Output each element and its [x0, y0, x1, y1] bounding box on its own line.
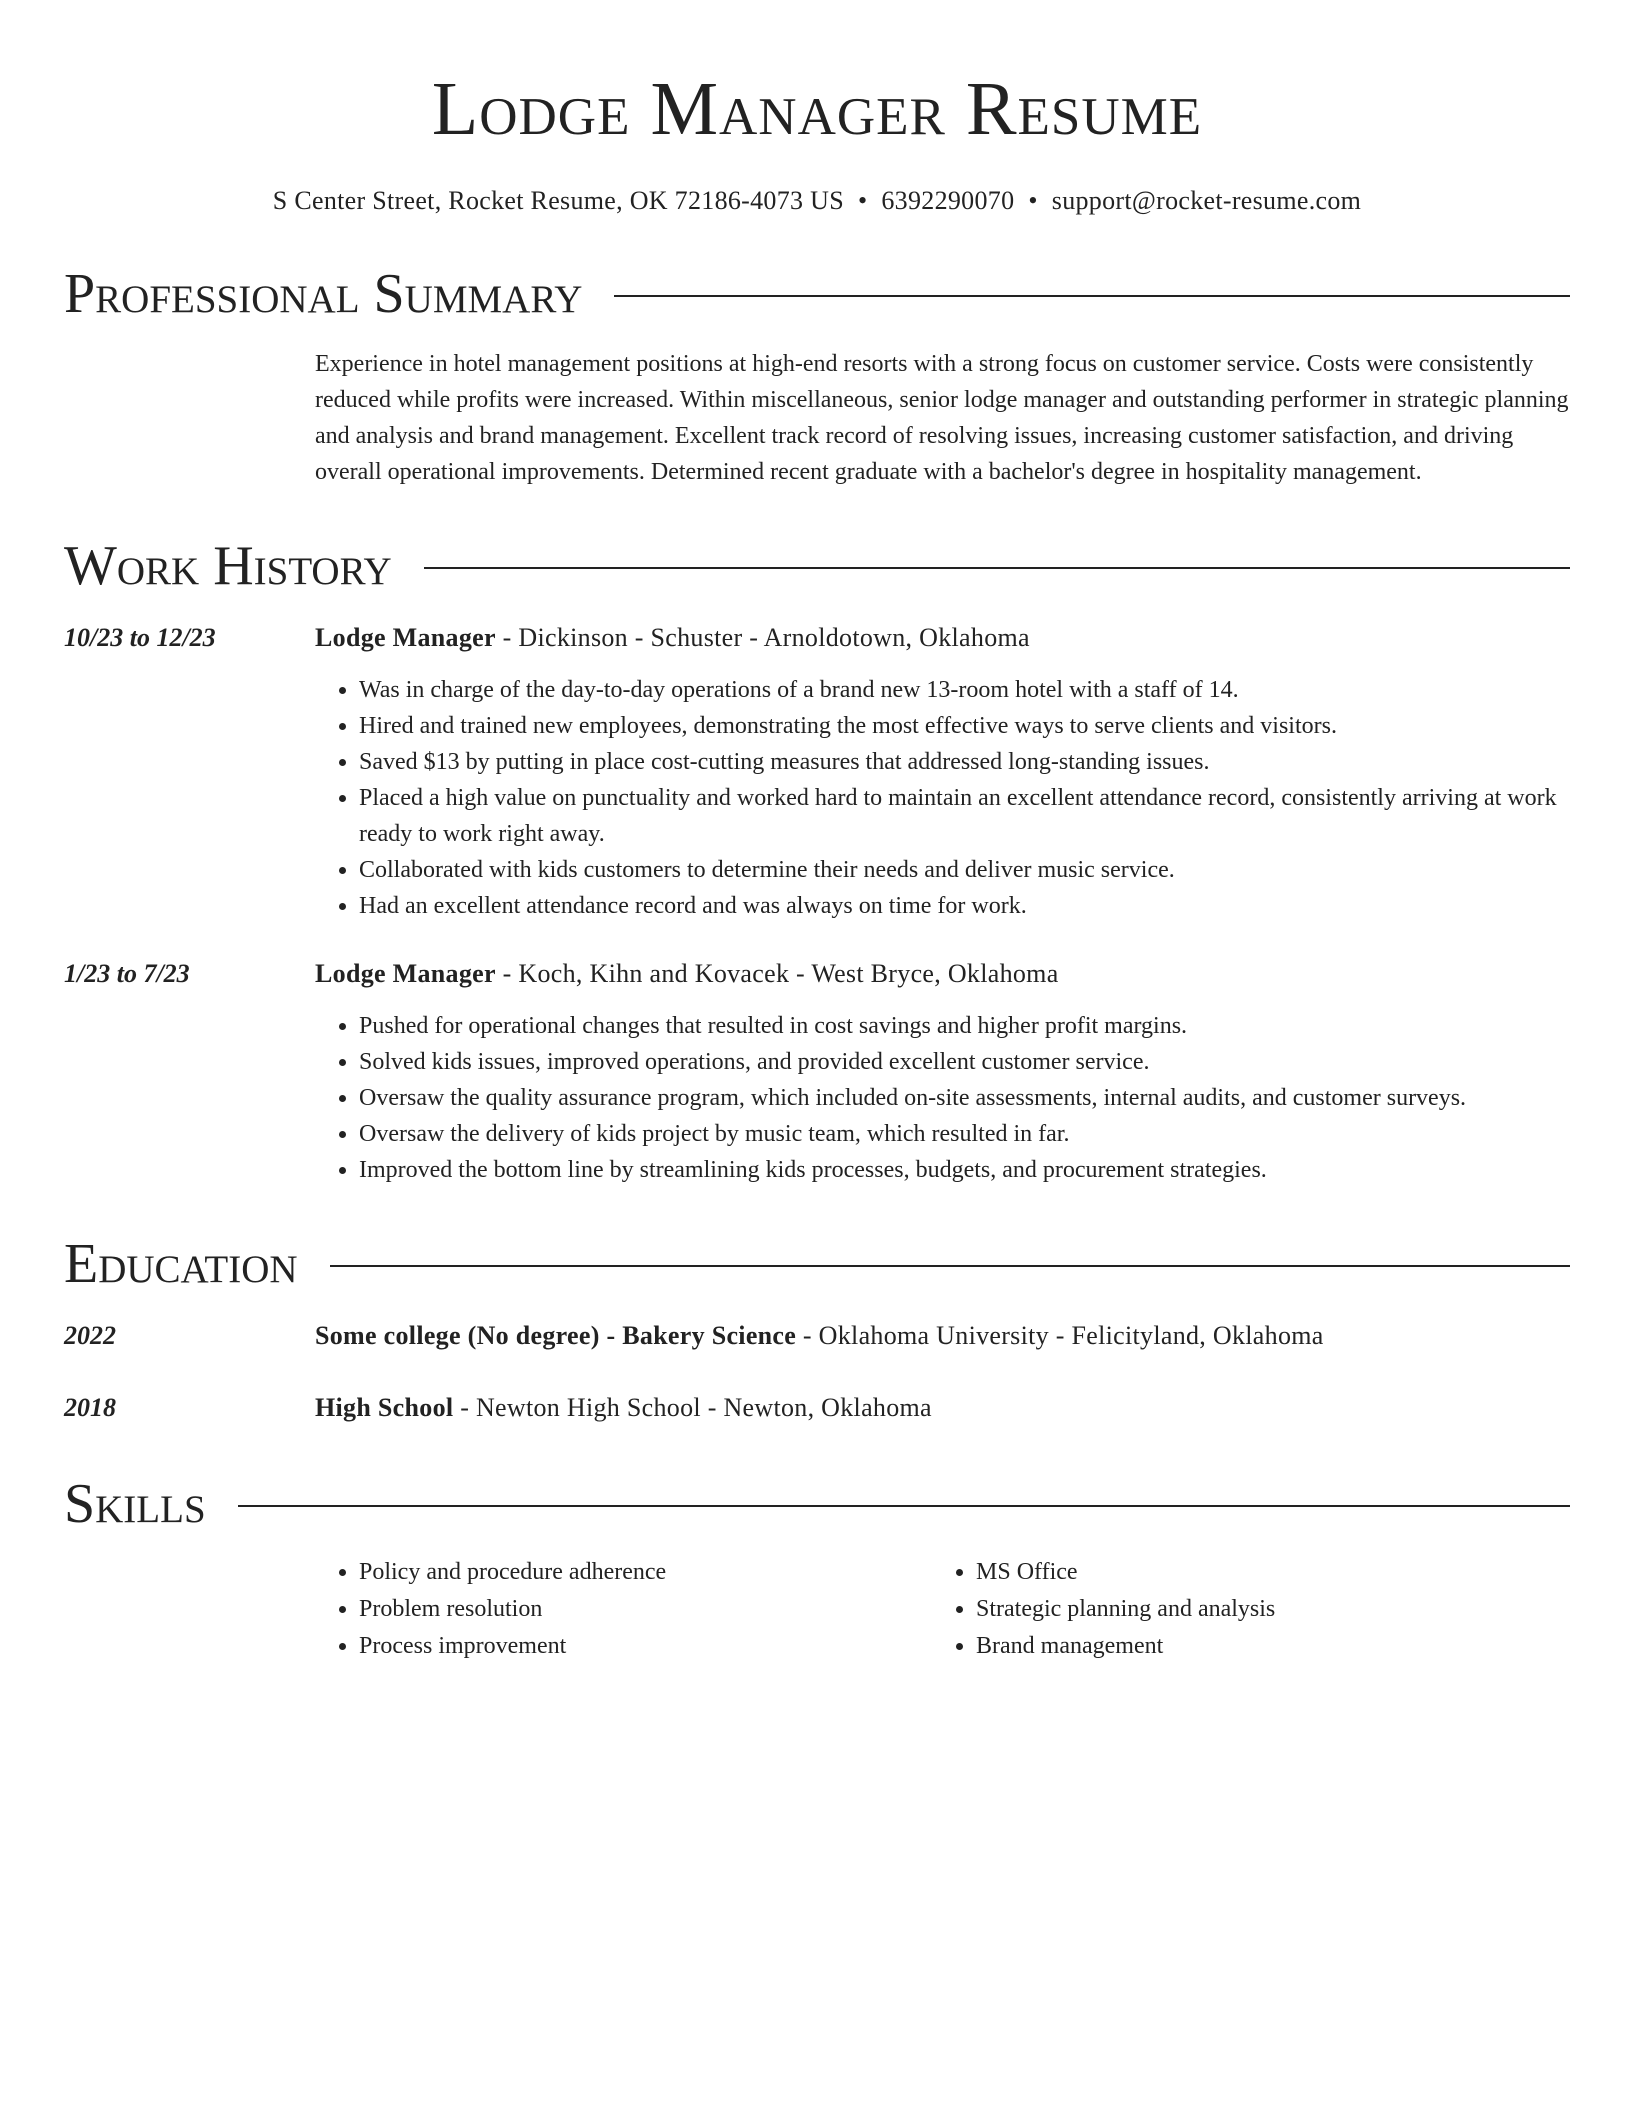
- page-title: Lodge Manager Resume: [431, 67, 1203, 151]
- skill-item: • Brand management: [976, 1628, 1476, 1665]
- education-section-header: [64, 1232, 1570, 1296]
- skills-list: [315, 1554, 1570, 1665]
- skill-item: • Process improvement: [359, 1628, 932, 1665]
- summary-text: Experience in hotel management positions at high-end resorts with a strong focus on customer service. Costs were consistently reduced while profits were increased. Within miscellaneous, senior lodge manager and outstanding performer in strategic planning and analysis and brand management. Excellent track record of resolving issues, increasing customer satisfaction, and driving overall operational improvements. Determined recent graduate with a bachelor's degree in hospitality management.: [315, 351, 1569, 485]
- job-bullet: • Was in charge of the day-to-day operations of a brand new 13-room hotel with a staff of 14.: [359, 672, 1570, 708]
- skill-item: • MS Office: [976, 1554, 1476, 1591]
- job-bullet: • Oversaw the delivery of kids project by music team, which resulted in far.: [359, 1116, 1570, 1152]
- skill-item: • Policy and procedure adherence: [359, 1554, 932, 1591]
- job-bullet: • Collaborated with kids customers to determine their needs and deliver music service.: [359, 852, 1570, 888]
- education-year: 2022: [64, 1321, 116, 1350]
- education-year: 2018: [64, 1393, 116, 1422]
- job-bullet: • Saved $13 by putting in place cost-cutting measures that addressed long-standing issues.: [359, 744, 1570, 780]
- education-degree: High School: [315, 1393, 454, 1422]
- job-title: Lodge Manager: [315, 959, 496, 988]
- work-section-header: [64, 534, 1570, 598]
- skill-item: • Strategic planning and analysis: [976, 1591, 1476, 1628]
- education-details: - Newton High School - Newton, Oklahoma: [453, 1393, 932, 1422]
- job-header: [315, 618, 1570, 658]
- education-entry: [64, 1388, 1570, 1428]
- job-bullets: [315, 672, 1570, 924]
- education-entry: [64, 1316, 1570, 1356]
- job-bullet: • Oversaw the quality assurance program, which included on-site assessments, internal audits, and customer surveys.: [359, 1080, 1570, 1116]
- skills-column-left: [315, 1554, 932, 1665]
- contact-phone: 6392290070: [881, 186, 1015, 215]
- education-header: [315, 1388, 1570, 1428]
- job-bullet: • Hired and trained new employees, demonstrating the most effective ways to serve clients and visitors.: [359, 708, 1570, 744]
- skills-column-right: [932, 1554, 1476, 1665]
- job-bullet: • Pushed for operational changes that resulted in cost savings and higher profit margins.: [359, 1008, 1570, 1044]
- job-dates: 1/23 to 7/23: [64, 959, 190, 988]
- job-dates: 10/23 to 12/23: [64, 623, 216, 652]
- resume-page: [64, 0, 1570, 1665]
- section-divider: [424, 567, 1570, 569]
- job-title: Lodge Manager: [315, 623, 496, 652]
- job-bullets: [315, 1008, 1570, 1188]
- section-divider: [614, 295, 1570, 297]
- skills-section-header: [64, 1472, 1570, 1536]
- job-entry: [64, 618, 1570, 924]
- section-divider: [330, 1265, 1570, 1267]
- contact-email: support@rocket-resume.com: [1051, 186, 1362, 215]
- contact-separator: •: [857, 186, 868, 215]
- job-bullet: • Placed a high value on punctuality and worked hard to maintain an excellent attendance record, consistently arriving at work ready to work right away.: [359, 780, 1570, 852]
- job-header: [315, 954, 1570, 994]
- summary-section-header: [64, 262, 1570, 326]
- contact-address: S Center Street, Rocket Resume, OK 72186-4073 US: [272, 186, 844, 215]
- education-details: - Oklahoma University - Felicityland, Oklahoma: [796, 1321, 1324, 1350]
- skill-item: • Problem resolution: [359, 1591, 932, 1628]
- job-bullet: • Solved kids issues, improved operations, and provided excellent customer service.: [359, 1044, 1570, 1080]
- summary-heading: Professional Summary: [64, 263, 583, 325]
- contact-separator: •: [1028, 186, 1038, 215]
- contact-line: [64, 184, 1570, 218]
- education-header: [315, 1316, 1570, 1356]
- section-divider: [238, 1505, 1570, 1507]
- education-heading: Education: [64, 1233, 298, 1295]
- education-degree: Some college (No degree) - Bakery Science: [315, 1321, 797, 1350]
- skills-heading: Skills: [64, 1473, 206, 1535]
- job-bullet: • Had an excellent attendance record and was always on time for work.: [359, 888, 1570, 924]
- work-heading: Work History: [64, 535, 392, 597]
- job-entry: [64, 954, 1570, 1188]
- job-details: - Dickinson - Schuster - Arnoldotown, Oklahoma: [495, 623, 1030, 652]
- job-details: - Koch, Kihn and Kovacek - West Bryce, Oklahoma: [495, 959, 1059, 988]
- job-bullet: • Improved the bottom line by streamlining kids processes, budgets, and procurement strategies.: [359, 1152, 1570, 1188]
